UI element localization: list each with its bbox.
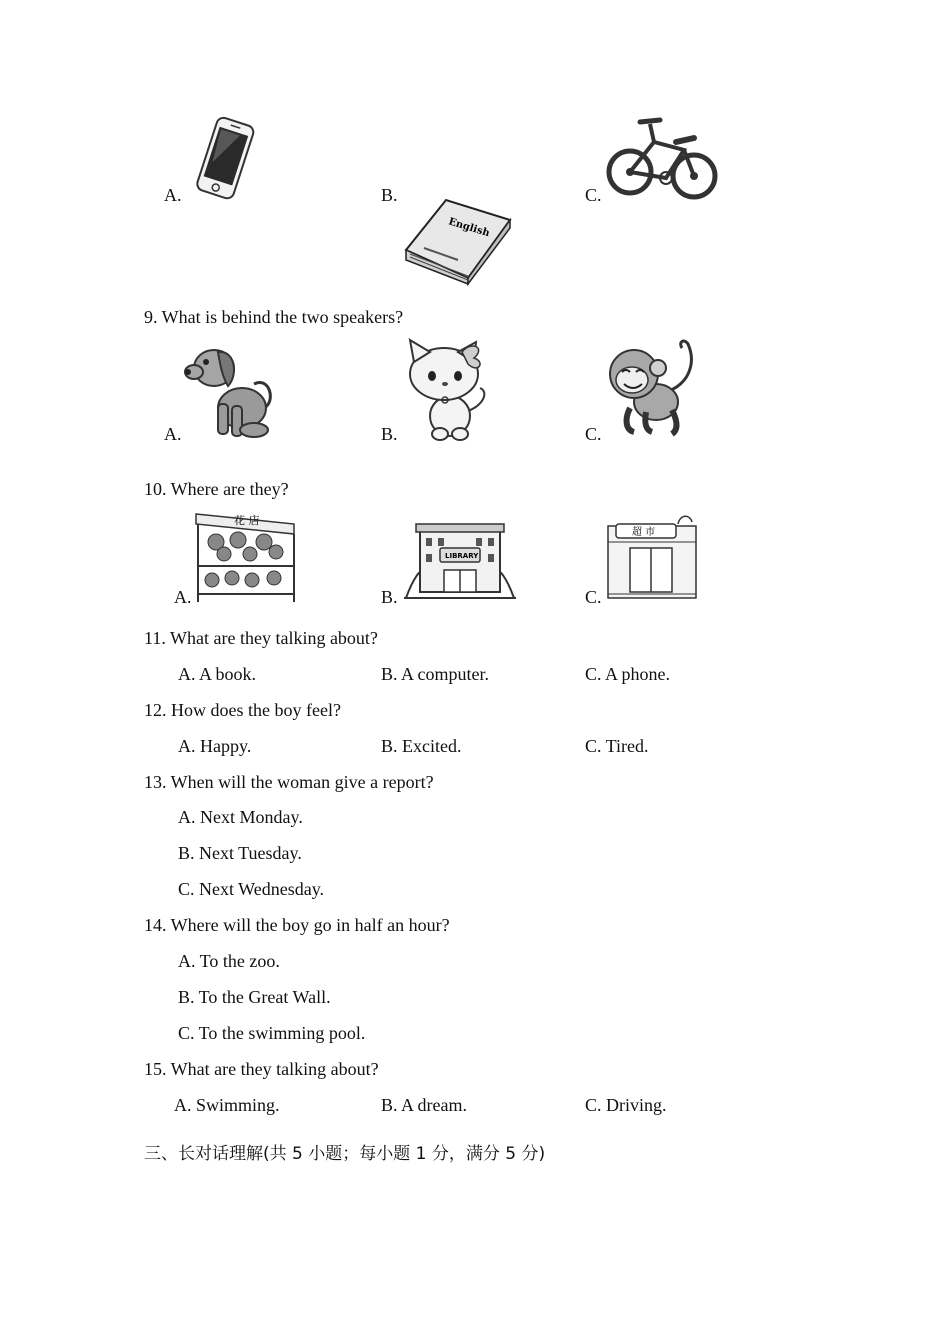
- q11-option-c: C. A phone.: [585, 664, 671, 684]
- q15-option-b: B. A dream.: [381, 1095, 467, 1115]
- monkey-icon: [606, 338, 696, 438]
- question-14: 14. Where will the boy go in half an hour?: [144, 915, 450, 935]
- book-icon: [402, 198, 514, 284]
- dog-icon: [184, 342, 278, 440]
- question-11: 11. What are they talking about?: [144, 628, 378, 648]
- q14-option-c: C. To the swimming pool.: [178, 1023, 366, 1043]
- question-15: 15. What are they talking about?: [144, 1059, 379, 1079]
- question-12: 12. How does the boy feel?: [144, 700, 341, 720]
- q10-option-b-letter: B.: [381, 587, 398, 607]
- question-10: 10. Where are they?: [144, 479, 289, 499]
- q12-option-c: C. Tired.: [585, 736, 649, 756]
- flower-shop-sign: 花 店: [234, 514, 260, 527]
- question-13: 13. When will the woman give a report?: [144, 772, 434, 792]
- q11-option-a: A. A book.: [178, 664, 257, 684]
- cat-icon: [402, 338, 492, 442]
- q10-option-a-letter: A.: [174, 587, 192, 607]
- q12-option-b: B. Excited.: [381, 736, 462, 756]
- q15-option-c: C. Driving.: [585, 1095, 667, 1115]
- q13-option-b: B. Next Tuesday.: [178, 843, 302, 863]
- bicycle-icon: [606, 114, 720, 202]
- q9-option-b-letter: B.: [381, 424, 398, 444]
- q8-option-a-letter: A.: [164, 185, 182, 205]
- q13-option-c: C. Next Wednesday.: [178, 879, 325, 899]
- q9-option-c-letter: C.: [585, 424, 602, 444]
- smartphone-icon: [188, 116, 262, 202]
- q8-option-b-letter: B.: [381, 185, 398, 205]
- q14-option-a: A. To the zoo.: [178, 951, 280, 971]
- q8-option-c-letter: C.: [585, 185, 602, 205]
- library-building-icon: [404, 522, 516, 602]
- q11-option-b: B. A computer.: [381, 664, 489, 684]
- q15-option-a: A. Swimming.: [174, 1095, 280, 1115]
- library-sign: LIBRARY: [445, 552, 479, 560]
- q13-option-a: A. Next Monday.: [178, 807, 303, 827]
- book-title: English: [447, 216, 491, 240]
- supermarket-sign: 超 市: [632, 527, 656, 538]
- flower-shop-icon: [194, 508, 300, 604]
- question-9: 9. What is behind the two speakers?: [144, 307, 404, 327]
- section-3-heading: 三、长对话理解(共 5 小题；每小题 1 分，满分 5 分): [144, 1144, 546, 1164]
- q9-option-a-letter: A.: [164, 424, 182, 444]
- supermarket-icon: [606, 510, 698, 602]
- q10-option-c-letter: C.: [585, 587, 602, 607]
- q12-option-a: A. Happy.: [178, 736, 252, 756]
- q14-option-b: B. To the Great Wall.: [178, 987, 331, 1007]
